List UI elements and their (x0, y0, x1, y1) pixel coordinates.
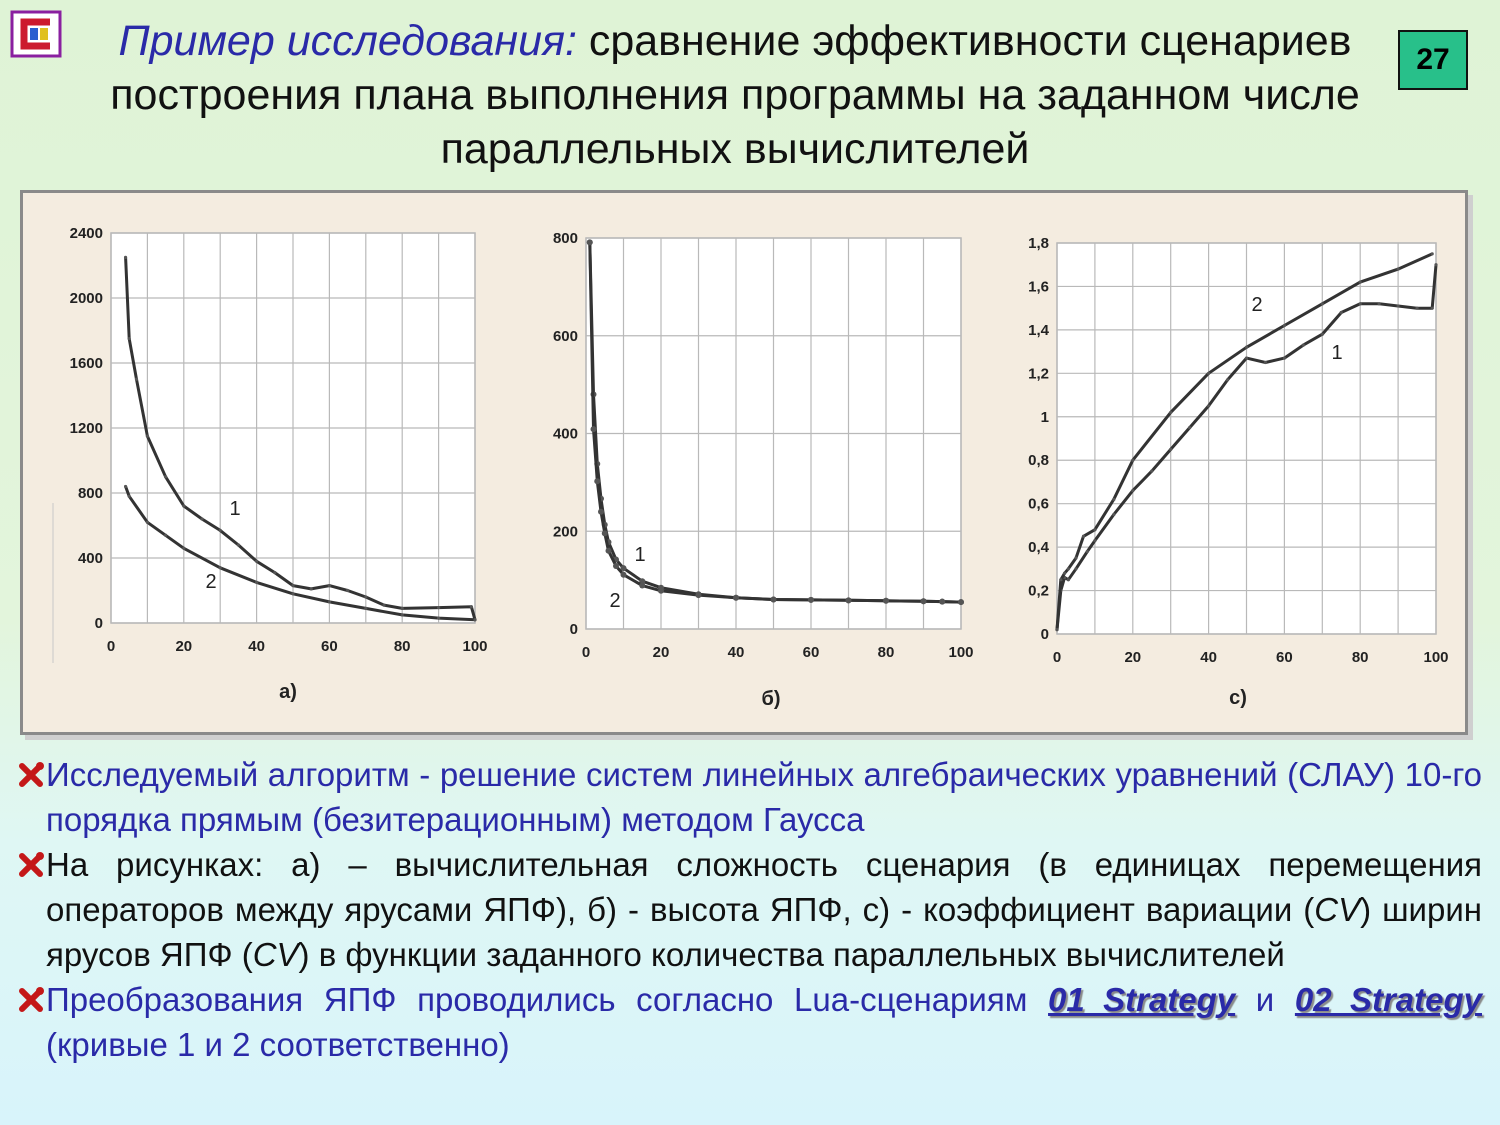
data-point-1 (364, 595, 367, 598)
data-point-2 (164, 534, 167, 537)
tools-icon (18, 987, 46, 1013)
data-point-2 (1431, 252, 1434, 255)
data-point-1 (182, 504, 185, 507)
curve-label: 1 (634, 544, 646, 566)
bullet-item-algorithm (18, 752, 1482, 842)
data-point-2 (219, 566, 222, 569)
bullet-text-figures-b: ) ширин ярусов ЯПФ ( (46, 891, 1482, 973)
y-tick-label: 0,2 (1028, 582, 1049, 600)
data-point-2 (1067, 567, 1070, 570)
data-point-1 (1226, 378, 1229, 381)
bullet-item-figures (18, 842, 1482, 977)
data-point-1 (1415, 307, 1418, 310)
data-point-2 (1321, 302, 1324, 305)
page-number-badge: 27 (1398, 30, 1468, 90)
data-point-2 (401, 613, 404, 616)
data-point-1 (255, 560, 258, 563)
strategy-link-02[interactable]: 02_Strategy (1294, 981, 1482, 1018)
data-point-2 (883, 598, 889, 604)
y-tick-label: 2400 (69, 225, 103, 242)
y-tick-label: 0,6 (1028, 495, 1049, 513)
data-point-2 (639, 583, 645, 589)
curve-label: 1 (1331, 342, 1343, 364)
data-point-2 (182, 547, 185, 550)
data-point-2 (291, 592, 294, 595)
data-point-2 (437, 617, 440, 620)
data-point-2 (328, 600, 331, 603)
bullet-text-scenarios-c: (кривые 1 и 2 соответственно) (46, 1026, 510, 1063)
y-tick-label: 0 (569, 621, 578, 638)
data-point-2 (587, 239, 593, 245)
data-point-1 (1302, 343, 1305, 346)
x-tick-label: 80 (877, 644, 895, 661)
cv-label: CV (1314, 891, 1361, 928)
y-tick-label: 0 (94, 615, 103, 632)
data-point-1 (1112, 513, 1115, 516)
y-tick-label: 200 (552, 523, 578, 541)
figure-panel (20, 190, 1468, 735)
data-point-1 (382, 604, 385, 607)
data-point-1 (1067, 578, 1070, 581)
logo-icon (10, 10, 62, 58)
bullet-text-figures-a: На рисунках: а) – вычислительная сложность сценария (в единицах перемещения операторов между ярусами ЯПФ), б) - высота ЯПФ, с) - коэффициент вариации ( (46, 846, 1482, 928)
data-point-1 (310, 587, 313, 590)
y-tick-label: 1200 (69, 420, 103, 437)
data-point-1 (1378, 302, 1381, 305)
data-point-1 (146, 435, 149, 438)
x-tick-label: 40 (727, 644, 745, 661)
subplot-label: а) (279, 681, 297, 703)
data-point-2 (594, 478, 600, 484)
data-point-1 (1340, 311, 1343, 314)
data-point-2 (958, 599, 964, 605)
curve-label: 2 (205, 571, 217, 593)
y-tick-label: 2000 (69, 290, 103, 307)
y-tick-label: 0,4 (1028, 539, 1049, 557)
bullet-text-scenarios-b: и (1235, 981, 1295, 1018)
data-point-1 (1093, 539, 1096, 542)
data-point-1 (470, 605, 473, 608)
data-point-2 (1055, 628, 1058, 631)
curve-label: 2 (1251, 294, 1263, 316)
subplot-label: б) (761, 688, 781, 710)
x-tick-label: 40 (1200, 649, 1217, 666)
data-point-1 (1086, 550, 1089, 553)
y-tick-label: 1 (1040, 408, 1049, 426)
x-tick-label: 60 (321, 638, 338, 655)
y-tick-label: 1,6 (1028, 278, 1049, 296)
data-point-2 (1207, 372, 1210, 375)
y-tick-label: 400 (552, 425, 578, 443)
x-tick-label: 100 (948, 644, 974, 661)
data-point-1 (124, 256, 127, 259)
data-point-2 (808, 597, 814, 603)
data-point-2 (733, 595, 739, 601)
y-tick-label: 0,8 (1028, 452, 1049, 470)
data-point-1 (237, 543, 240, 546)
y-tick-label: 800 (77, 485, 103, 502)
bullet-text-figures-c: ) в функции заданного количества параллельных вычислителей (298, 936, 1285, 973)
data-point-2 (1082, 535, 1085, 538)
data-point-1 (1359, 302, 1362, 305)
cv-label: CV (252, 936, 299, 973)
x-tick-label: 80 (1351, 649, 1369, 666)
data-point-2 (1059, 578, 1062, 581)
data-point-1 (135, 378, 138, 381)
y-tick-label: 0 (1040, 626, 1049, 643)
x-tick-label: 100 (1423, 649, 1449, 666)
data-point-2 (1131, 459, 1134, 462)
x-tick-label: 80 (393, 638, 411, 655)
data-point-1 (200, 517, 203, 520)
data-point-1 (219, 529, 222, 532)
data-point-1 (164, 475, 167, 478)
curve-label: 2 (609, 590, 621, 612)
data-point-2 (1397, 267, 1400, 270)
data-point-2 (602, 530, 608, 536)
x-tick-label: 0 (106, 638, 116, 655)
data-point-2 (1169, 411, 1172, 414)
data-point-2 (124, 485, 127, 488)
data-point-2 (1283, 324, 1286, 327)
data-point-1 (346, 589, 349, 592)
strategy-link-01[interactable]: 01_Strategy (1048, 981, 1236, 1018)
tools-icon (18, 852, 46, 878)
data-point-2 (364, 607, 367, 610)
data-point-1 (1321, 333, 1324, 336)
data-point-1 (1283, 357, 1286, 360)
bullet-item-scenarios (18, 977, 1482, 1067)
data-point-2 (658, 588, 664, 594)
data-point-1 (401, 607, 404, 610)
data-point-1 (1169, 448, 1172, 451)
data-point-2 (1359, 281, 1362, 284)
data-point-2 (598, 509, 604, 515)
x-tick-label: 60 (802, 644, 820, 661)
x-tick-label: 20 (175, 638, 193, 655)
page-title (90, 14, 1380, 176)
y-tick-label: 1600 (69, 355, 103, 372)
x-tick-label: 0 (1052, 649, 1062, 666)
data-point-2 (921, 598, 927, 604)
curve-label: 1 (229, 498, 241, 520)
data-point-1 (1131, 489, 1134, 492)
data-point-1 (291, 584, 294, 587)
data-point-1 (273, 571, 276, 574)
y-tick-label: 800 (552, 230, 578, 247)
title-lead: Пример исследования: (118, 17, 577, 65)
data-point-2 (696, 592, 702, 598)
data-point-1 (437, 606, 440, 609)
data-point-1 (1074, 567, 1077, 570)
data-point-2 (621, 572, 627, 578)
data-point-1 (128, 337, 131, 340)
charts-canvas (23, 193, 1465, 732)
data-point-2 (146, 521, 149, 524)
data-point-2 (473, 618, 476, 621)
data-point-2 (591, 426, 597, 432)
data-point-2 (771, 596, 777, 602)
data-point-1 (1245, 357, 1248, 360)
data-point-2 (1112, 498, 1115, 501)
data-point-2 (1245, 346, 1248, 349)
data-point-1 (1434, 263, 1437, 266)
subplot-label: с) (1229, 687, 1247, 709)
bullet-list (18, 752, 1482, 1067)
x-tick-label: 20 (1124, 649, 1142, 666)
y-tick-label: 1,2 (1028, 365, 1049, 383)
data-point-2 (613, 563, 619, 569)
data-point-1 (328, 584, 331, 587)
y-tick-label: 400 (77, 550, 103, 567)
data-point-2 (1063, 572, 1066, 575)
x-tick-label: 20 (652, 644, 670, 661)
data-point-1 (1150, 469, 1153, 472)
data-point-2 (255, 581, 258, 584)
x-tick-label: 40 (248, 638, 265, 655)
data-point-1 (1188, 426, 1191, 429)
x-tick-label: 100 (462, 638, 488, 655)
data-point-2 (846, 597, 852, 603)
title-rest: сравнение эффективности сценариев построения плана выполнения программы на заданном числе параллельных вычислителей (110, 17, 1360, 173)
y-tick-label: 1,8 (1028, 235, 1049, 252)
data-point-2 (606, 548, 612, 554)
data-point-2 (128, 495, 131, 498)
y-tick-label: 600 (552, 327, 578, 345)
data-point-2 (939, 599, 945, 605)
data-point-1 (1431, 307, 1434, 310)
data-point-1 (1397, 304, 1400, 307)
data-point-2 (1093, 528, 1096, 531)
data-point-1 (1264, 361, 1267, 364)
tools-icon (18, 762, 46, 788)
bullet-text-algorithm: Исследуемый алгоритм - решение систем линейных алгебраических уравнений (СЛАУ) 10-го порядка прямым (безитерационным) методом Гаусса (46, 756, 1482, 838)
data-point-1 (1207, 404, 1210, 407)
bullet-text-scenarios-a: Преобразования ЯПФ проводились согласно Lua-сценариям (46, 981, 1049, 1018)
x-tick-label: 60 (1276, 649, 1293, 666)
y-tick-label: 1,4 (1028, 321, 1049, 339)
data-point-2 (1074, 556, 1077, 559)
x-tick-label: 0 (581, 644, 591, 661)
